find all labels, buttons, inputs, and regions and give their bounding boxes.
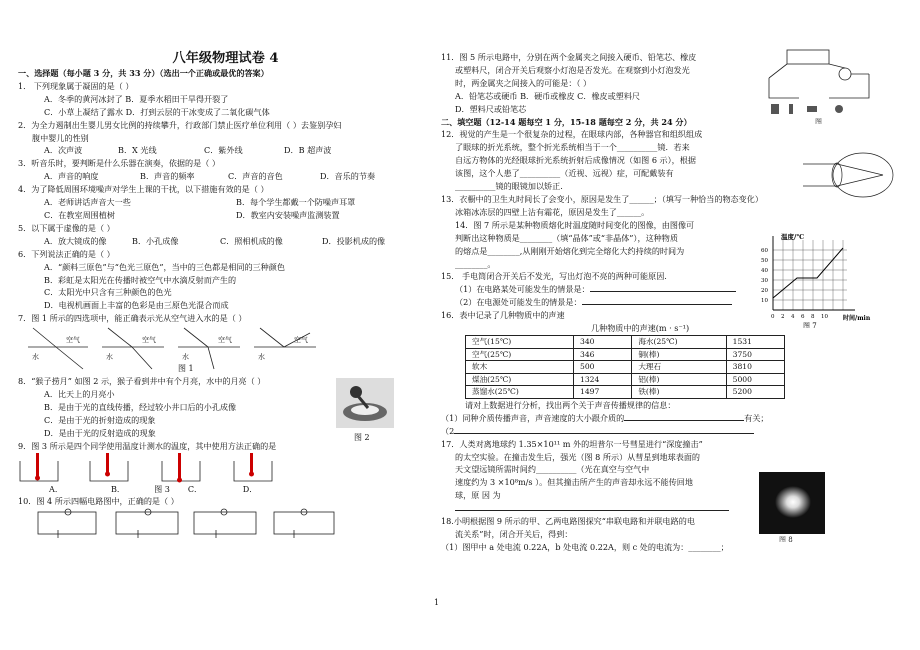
q1-option-ab: A．冬季的黄河冰封了 B．夏季水稻田干旱得开裂了: [44, 93, 229, 104]
q18-line2: 流关系”时，闭合开关后，得到：: [455, 528, 573, 539]
q6-stem: 6．下列说法正确的是（ ）: [18, 248, 115, 259]
q6-option-b: B．彩虹是太阳光在传播时被空气中水滴反射而产生的: [44, 274, 237, 285]
q4-option-c: C．在教室周围植树: [44, 209, 115, 220]
q17-line3: 天文望远镜所需时间约__________（光在真空与空气中: [455, 464, 650, 475]
right-column: [441, 0, 909, 650]
figure-5-circuit: [759, 48, 877, 124]
q11-option-abc: A．铅笔芯或硬币 B．硬币或橡皮 C．橡皮或塑料尺: [455, 90, 641, 101]
figure-2-monkey-image: [336, 378, 394, 428]
sound-speed-cell: 空气(15℃): [466, 335, 574, 348]
q8-option-a: A．比天上的月亮小: [44, 389, 115, 400]
q6-option-c: C．太阳光中只含有三种颜色的色光: [44, 287, 172, 298]
fig1-air-label-d: 空气: [294, 336, 308, 345]
section1-header: 一、选择题（每小题 3 分，共 33 分）（选出一个正确或最优的答案）: [18, 68, 269, 78]
q2-option-c: C．紫外线: [204, 145, 243, 156]
q12-line1: 12．视觉的产生是一个很复杂的过程，在眼球内部，各种器官和组织组成: [441, 129, 703, 140]
sound-speed-cell: 空气(25℃): [466, 348, 574, 361]
sound-speed-cell: 3810: [726, 361, 784, 374]
fig1-air-label-a: 空气: [66, 336, 80, 345]
q4-options-cd: [18, 209, 433, 222]
fig3-label-a: A．: [49, 483, 63, 494]
q4-options-ab: [18, 196, 433, 209]
sound-speed-cell: 铝(棒): [632, 373, 726, 386]
q8-stem: 8．“猴子捞月” 如图 2 示，猴子看到井中有个月亮，水中的月亮（ ）: [18, 376, 266, 387]
fig7-xtick-8: 8: [811, 314, 815, 320]
q15-blank-2[interactable]: [582, 296, 732, 305]
q13-line2: 冰箱冰冻层的四壁上沾有霜花，原因是发生了______。: [455, 206, 650, 217]
q12-line4: 该图，这个人患了__________（近视、远视）症，可配戴装有: [455, 168, 674, 179]
q5-option-a: A．放大镜成的像: [44, 235, 107, 246]
q17-line5: 球，原 因 为: [455, 490, 501, 501]
q3-option-d: D．音乐的节奏: [320, 171, 376, 182]
q12-line3: 自远方物体的光经眼球折光系统折射后成像情况（如图 6 示），根据: [455, 155, 696, 166]
q5-option-c: C．照相机成的像: [220, 235, 283, 246]
sound-speed-cell: 铁(棒): [632, 386, 726, 399]
sound-speed-cell: 铜(棒): [632, 348, 726, 361]
sound-speed-row: [466, 335, 785, 348]
q2-stem: 2．为全力遏制出生婴儿男女比例的持续攀升，行政部门禁止医疗单位利用（ ）去鉴别孕妇: [18, 119, 342, 130]
figure-3-caption: 图 3: [154, 483, 170, 494]
q2-option-b: B．X 光线: [118, 145, 157, 156]
q15-case1-text: （1）在电路某处可能发生的情景是：: [455, 284, 590, 295]
figure-8-caption: 图 8: [779, 536, 793, 542]
fig1-air-label-c: 空气: [218, 336, 232, 345]
q3-option-b: B．声音的频率: [140, 171, 195, 182]
figure-3: [18, 453, 433, 483]
q5-option-b: B．小孔成像: [132, 235, 179, 246]
q16-line1: 16．表中记录了几种物质中的声速: [441, 310, 565, 321]
q4-option-b: B．每个学生都戴一个防噪声耳罩: [236, 197, 356, 208]
figure-7-melting-graph: [759, 232, 871, 328]
figure-3-labels: [18, 483, 433, 496]
fig7-xtick-6: 6: [801, 314, 805, 320]
figure-1: [18, 325, 433, 375]
q15-line1: 15． 手电筒闭合开关后不发光，写出灯泡不亮的两种可能原因.: [441, 271, 667, 282]
q13-line1: 13．衣橱中的卫生丸时间长了会变小，原因是发生了______；（填写一种恰当的物态变化）: [441, 193, 763, 204]
q12-line2: 了眼球的折光系统，整个折光系统相当于一个__________镜．若来: [455, 142, 690, 153]
q16-blank-1[interactable]: [624, 412, 744, 421]
q8-option-b: B．是由于光的直线传播，经过较小井口后的小孔成像: [44, 401, 237, 412]
section2-header: 二、填空题（12-14 题每空 1 分，15-18 题每空 2 分，共 24 分）: [441, 116, 692, 127]
q16-info2-text: （2: [441, 425, 455, 436]
q5-stem: 5．以下属于虚像的是（ ）: [18, 222, 115, 233]
sound-speed-rows: [466, 335, 785, 398]
fig7-ytick-40: 40: [761, 268, 768, 274]
q16-line4: [441, 425, 909, 438]
page-number: 1: [434, 598, 440, 607]
sound-speed-cell: 煤油(25℃): [466, 373, 574, 386]
sound-speed-cell: 5200: [726, 386, 784, 399]
q4-stem: 4．为了降低周围环境噪声对学生上课的干扰，以下措施有效的是（ ）: [18, 184, 269, 195]
q2-option-d: D．B 超声波: [284, 145, 332, 156]
q2-option-a: A．次声波: [44, 145, 83, 156]
q16-line2: 请对上数据进行分析，找出两个关于声音传播规律的信息：: [465, 399, 676, 410]
q7-stem: 7．图 1 所示的四选项中，能正确表示光从空气进入水的是（ ）: [18, 313, 247, 324]
q18-line3: （1）图甲中 a 处电流 0.22A，b 处电流 0.22A，则 c 处的电流为：________；: [441, 541, 729, 552]
sound-speed-cell: 蒸馏水(25℃): [466, 386, 574, 399]
q14-line1: 14．图 7 所示是某种物质熔化时温度随时间变化的图像，由图像可: [455, 219, 695, 230]
fig7-ylabel: 温度/℃: [781, 233, 805, 241]
q1-option-cd: C．小草上凝结了露水 D．打到云层的干冰变成了二氧化碳气体: [44, 106, 270, 117]
q14-line2: 判断出这种物质是________（填“晶体”或“非晶体”），这种物质: [455, 232, 678, 243]
sound-speed-cell: 1531: [726, 335, 784, 348]
q11-option-d: D．塑料尺或铅笔芯: [455, 103, 527, 114]
fig7-xtick-2: 2: [781, 314, 785, 320]
q16-info1-text: （1）同种介质传播声音，声音速度的大小跟介质的: [441, 412, 625, 423]
q17-line6: [441, 502, 909, 515]
q10-stem: 10．图 4 所示四幅电路图中，正确的是（ ）: [18, 496, 179, 507]
q17-line2: 的太空实验。在撞击发生后，强光（图 8 所示）从彗星到地球表面的: [455, 451, 701, 462]
fig7-ytick-10: 10: [761, 298, 768, 304]
q16-table-title: 几种物质中的声速(m · s⁻¹): [591, 323, 690, 334]
figure-3-thermometers: [18, 453, 308, 483]
fig1-water-label-a: 水: [32, 353, 39, 362]
q17-line1: 17．人类对离地球约 1.35×10¹¹ m 外的坦普尔一号彗星进行“深度撞击”: [441, 438, 703, 449]
figure-4-circuits: [18, 508, 338, 538]
q18-line1: 18.小明根据图 9 所示的甲、乙两电路图探究“串联电路和并联电路的电: [441, 516, 695, 527]
q6-option-a: A．“颜料三原色”与“色光三原色”，当中的三色都是相同的三种颜色: [44, 261, 285, 272]
sound-speed-cell: 软木: [466, 361, 574, 374]
fig7-ytick-60: 60: [761, 248, 768, 254]
left-column: [18, 0, 433, 650]
sound-speed-cell: 海水(25℃): [632, 335, 726, 348]
fig7-xlabel: 时间/min: [843, 315, 871, 322]
q8-option-c: C．是由于光的折射造成的现象: [44, 414, 156, 425]
exam-title: 八年级物理试卷 4: [172, 51, 279, 66]
q5-options: [18, 235, 433, 248]
sound-speed-cell: 500: [574, 361, 632, 374]
fig1-water-label-b: 水: [106, 353, 113, 362]
fig1-water-label-c: 水: [182, 353, 189, 362]
q3-option-a: A．声音的响度: [44, 171, 99, 182]
q1-stem: 1． 下列现象属于凝固的是（ ）: [18, 80, 134, 91]
fig3-label-b: B．: [110, 483, 126, 494]
q9-stem: 9．图 3 所示是四个同学使用温度计测水的温度，其中使用方法正确的是: [18, 440, 277, 451]
q3-stem: 3．听音乐时，要判断是什么乐器在演奏，依据的是（ ）: [18, 158, 220, 169]
fig1-air-label-b: 空气: [142, 336, 156, 345]
q6-option-d: D．电视机画面上丰富的色彩是由三原色光混合而成: [44, 300, 229, 311]
figure-6-eye-diagram: [803, 150, 899, 200]
q11-line3: 时，两金属夹之间接入的可能是：（ ）: [455, 77, 592, 88]
q16-info1-suffix: 有关；: [744, 412, 769, 423]
q5-option-d: D．投影机成的像: [322, 235, 386, 246]
q8-block: [18, 388, 433, 443]
sound-speed-row: [466, 386, 785, 399]
fig7-ytick-50: 50: [761, 258, 768, 264]
sound-speed-table: [465, 335, 785, 399]
figure-7-caption: 图 7: [803, 322, 817, 328]
q3-option-c: C．声音的音色: [228, 171, 283, 182]
q12-line5: __________镜的眼镜加以矫正.: [455, 181, 563, 192]
q14-line3: 的熔点是________,从刚刚开始熔化到完全熔化大约持续的时间为: [455, 245, 685, 256]
sound-speed-cell: 340: [574, 335, 632, 348]
fig3-label-d: D．: [242, 483, 258, 494]
q15-case2-text: （2）在电源处可能发生的情景是：: [455, 297, 582, 308]
fig7-ytick-20: 20: [761, 288, 768, 294]
q17-blank-reason[interactable]: [455, 502, 729, 511]
fig7-xtick-0: 0: [771, 314, 775, 320]
sound-speed-cell: 1497: [574, 386, 632, 399]
figure-5-caption: 图: [815, 118, 822, 124]
sound-speed-cell: 1324: [574, 373, 632, 386]
figure-1-caption: 图 1: [178, 364, 194, 374]
q4-option-d: D．教室内安装噪声监测装置: [236, 209, 340, 220]
q14-line4: ________。: [455, 258, 496, 269]
q17-line4: 速度约为 3 ×10⁸m/s ）。但其撞击所产生的声音却永远不能传回地: [455, 477, 693, 488]
sound-speed-row: [466, 348, 785, 361]
q2-options: [18, 144, 433, 157]
q16-line3: [441, 412, 909, 425]
sound-speed-cell: 346: [574, 348, 632, 361]
fig1-water-label-d: 水: [258, 353, 265, 362]
sound-speed-cell: 3750: [726, 348, 784, 361]
q3-options: [18, 170, 433, 183]
fig7-xtick-10: 10: [821, 314, 828, 320]
figure-8-comet-image: [759, 472, 825, 542]
q8-option-d: D．是由于光的反射造成的现象: [44, 427, 156, 438]
figure-2-caption: 图 2: [354, 433, 370, 443]
sound-speed-cell: 5000: [726, 373, 784, 386]
q16-blank-2[interactable]: [454, 425, 754, 434]
q11-line1: 11．图 5 所示电路中，分别在两个金属夹之间接入硬币、铅笔芯、橡皮: [441, 52, 697, 62]
fig3-label-c: C．: [187, 483, 203, 494]
sound-speed-row: [466, 373, 785, 386]
q15-blank-1[interactable]: [590, 283, 736, 292]
fig7-ytick-30: 30: [761, 278, 768, 284]
sound-speed-row: [466, 361, 785, 374]
fig7-xtick-4: 4: [791, 314, 795, 320]
q11-line2: 或塑料尺，闭合开关后观察小灯泡是否发光。在观察到小灯泡发光: [455, 64, 690, 75]
q4-option-a: A．老师讲话声音大一些: [44, 197, 131, 208]
q2-stem-cont: 腹中婴儿的性别: [32, 132, 89, 143]
sound-speed-cell: 大理石: [632, 361, 726, 374]
